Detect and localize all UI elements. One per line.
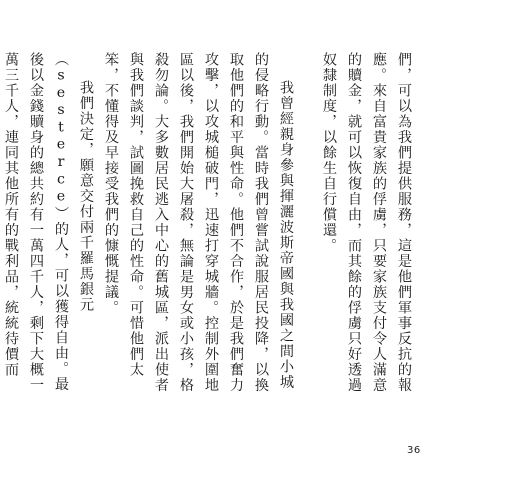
page-number: 36 — [407, 445, 421, 456]
paragraph-continued: 們，可以為我們提供服務，這是他們軍事反抗的報應。來自富貴家族的俘虜，只要家族支付令人滿意的贖金，就可以恢復自由，而其餘的俘虜只好透過奴隸制度，以餘生自行償還。 — [321, 52, 412, 393]
vertical-text-body — [0, 52, 416, 400]
paragraph-siege-account: 我曾經親身參與揮灑波斯帝國與我國之間小城的侵略行動。當時我們曾嘗試說服居民投降，以換取他們的和平與性命。他們不合作，於是我們奮力攻擊，以攻城槌破門，迅速打穿城牆。控制外圍地區以後，我們開始大屠殺，無論是男女或小孩，格殺勿論。大多數居民逃入中心的舊城區，派出使者與我們談判，試圖挽救自己的性命。可惜他們太笨，不懂得及早接受我們的慷慨提議。 — [103, 52, 294, 393]
paragraph-ransom: 我們決定，願意交付兩千羅馬銀元（sesterce）的人，可以獲得自由。最後以金錢贖身的總共約有一萬四千人，剩下大概一萬三千人，連同其他所有的戰利品，統統待價而 — [3, 52, 94, 393]
